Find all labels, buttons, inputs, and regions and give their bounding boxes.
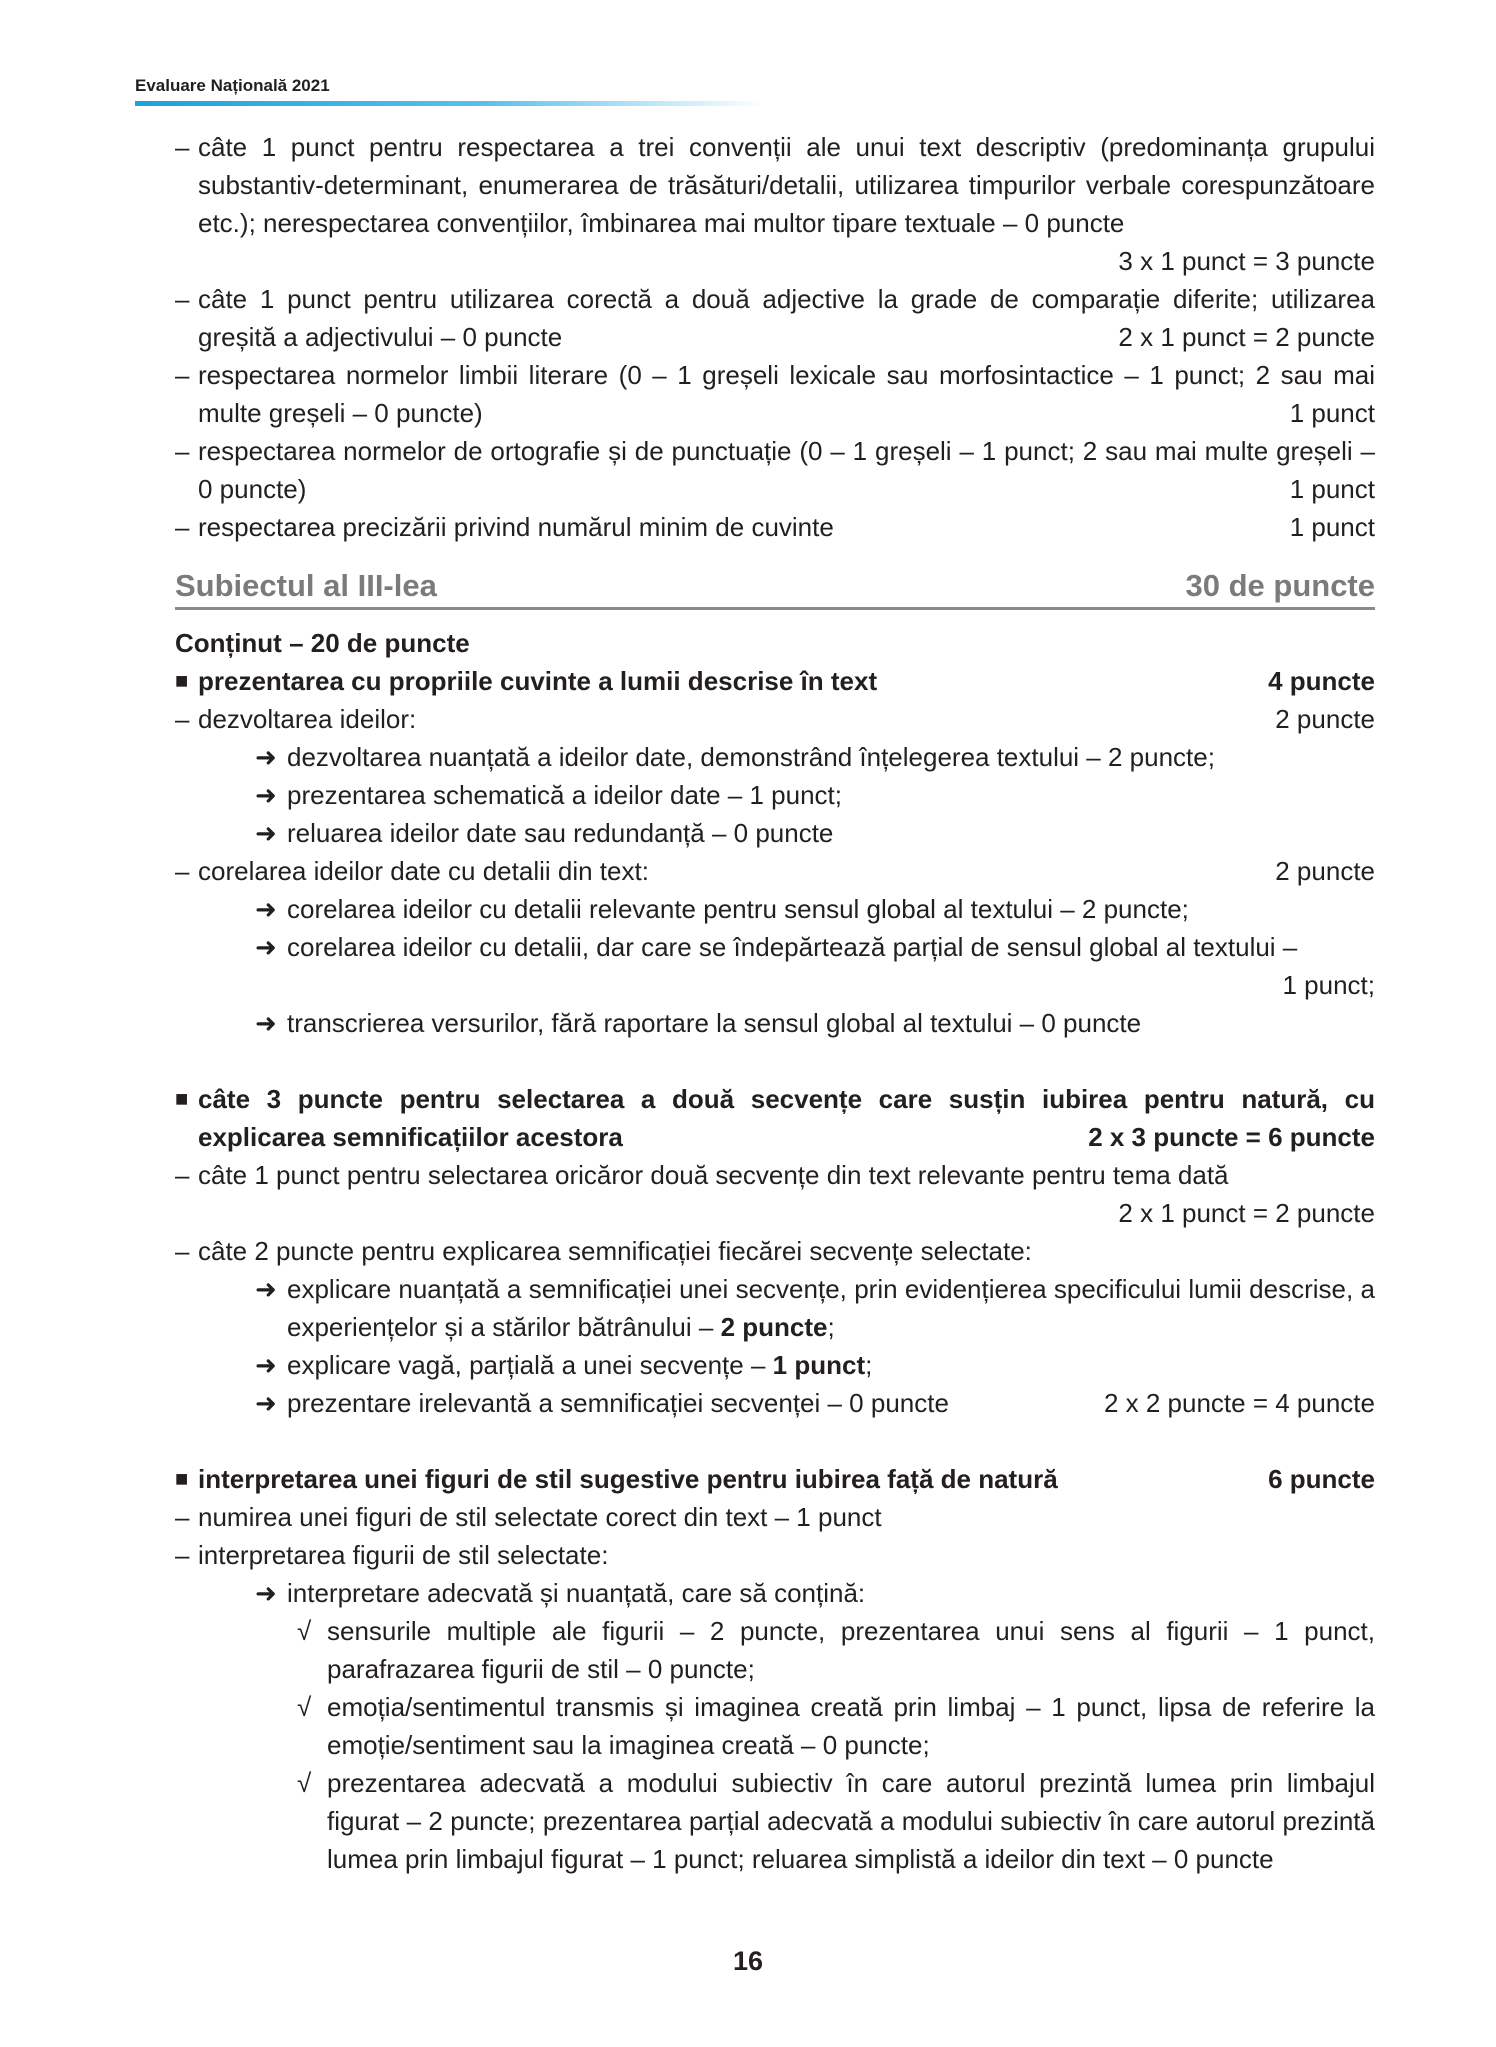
- arrow-icon: ➜: [255, 1388, 277, 1418]
- criterion-title: câte 3 puncte pentru selectarea a două secvențe care susțin iubirea pentru natură, cu explicarea semnificațiilor acestora: [198, 1084, 1375, 1152]
- check-item: [175, 1764, 1375, 1878]
- level-text: transcrierea versurilor, fără raportare la sensul global al textului – 0 puncte: [287, 1008, 1142, 1038]
- subcriterion-points: 2 x 1 punct = 2 puncte: [1118, 1198, 1375, 1228]
- criterion-title: interpretarea unei figuri de stil sugestive pentru iubirea față de natură: [198, 1464, 1058, 1494]
- level-text: interpretare adecvată și nuanțată, care să conțină:: [287, 1578, 866, 1608]
- check-text: prezentarea adecvată a modului subiectiv în care autorul prezintă lumea prin limbajul figurat – 2 puncte; prezentarea parțial adecvată a modului subiectiv în care autorul prezintă lumea prin limbajul figurat – 1 punct; reluarea simplistă a ideilor din text – 0 puncte: [327, 1768, 1375, 1874]
- subcriterion-points: 2 puncte: [1275, 856, 1375, 886]
- arrow-icon: ➜: [255, 818, 277, 848]
- subcriterion-points: 2 puncte: [1275, 704, 1375, 734]
- subcriterion-text: interpretarea figurii de stil selectate:: [198, 1540, 609, 1570]
- arrow-icon: ➜: [255, 1350, 277, 1380]
- level-item: [175, 1574, 1375, 1612]
- section-heading: [175, 566, 1375, 610]
- subcriterion-interpretation: [175, 1536, 1375, 1574]
- dash-marker: –: [175, 512, 190, 542]
- subcriterion-naming: [175, 1498, 1375, 1536]
- subcriterion-selection: [175, 1156, 1375, 1194]
- level-item: [175, 1004, 1375, 1042]
- page-number: 16: [732, 1946, 764, 1976]
- level-text: prezentare irelevantă a semnificației secvenței – 0 puncte: [287, 1388, 949, 1418]
- level-points: 1 punct;: [1282, 970, 1375, 1000]
- square-bullet-icon: ■: [175, 1466, 189, 1491]
- level-item: [175, 928, 1375, 966]
- dash-marker: –: [175, 360, 190, 390]
- arrow-icon: ➜: [255, 742, 277, 772]
- criterion-text: respectarea normelor limbii literare (0 – 1 greșeli lexicale sau morfosintactice – 1 punct; 2 sau mai multe greșeli – 0 puncte): [198, 360, 1375, 428]
- criterion-world-presentation: [175, 662, 1375, 700]
- criterion-adjectives: [175, 280, 1375, 356]
- criterion-word-count: [175, 508, 1375, 546]
- criterion-text: câte 1 punct pentru respectarea a trei convenții ale unui text descriptiv (predominanța grupului substantiv-determinant, enumerarea de trăsături/detalii, utilizarea timpurilor verbale corespunzătoare etc.); nerespectarea convențiilor, îmbinarea mai multor tipare textuale – 0 puncte: [198, 132, 1375, 238]
- criterion-text: câte 1 punct pentru utilizarea corectă a două adjective la grade de comparație diferite; utilizarea greșită a adjectivului – 0 puncte: [198, 284, 1375, 352]
- level-item: [175, 1270, 1375, 1346]
- content-heading: Conținut – 20 de puncte: [175, 628, 470, 658]
- criterion-score: 2 x 1 punct = 2 puncte: [1118, 322, 1375, 352]
- dash-marker: –: [175, 856, 190, 886]
- criterion-figure-of-speech: [175, 1460, 1375, 1498]
- header-gradient-rule: [135, 101, 765, 106]
- subcriterion-text-details: [175, 852, 1375, 890]
- criterion-score: 1 punct: [1289, 512, 1375, 542]
- subcriterion-text: câte 2 puncte pentru explicarea semnificației fiecărei secvențe selectate:: [198, 1236, 1032, 1266]
- level-bold-points: 1 punct: [772, 1350, 866, 1380]
- subcriterion-text: corelarea ideilor date cu detalii din text:: [198, 856, 649, 886]
- criterion-sequences: [175, 1080, 1375, 1156]
- spacer: [175, 1042, 1375, 1080]
- level-text: explicare vagă, parțială a unei secvențe –: [287, 1350, 766, 1380]
- dash-marker: –: [175, 436, 190, 466]
- square-bullet-icon: ■: [175, 668, 189, 693]
- subcriterion-points: 2 x 2 puncte = 4 puncte: [1103, 1388, 1375, 1418]
- dash-marker: –: [175, 1502, 190, 1532]
- level-item: [175, 738, 1375, 776]
- arrow-icon: ➜: [255, 932, 277, 962]
- dash-marker: –: [175, 1540, 190, 1570]
- punctuation: ;: [827, 1312, 835, 1342]
- criterion-text: respectarea precizării privind numărul minim de cuvinte: [198, 512, 834, 542]
- criterion-score: 3 x 1 punct = 3 puncte: [1118, 246, 1375, 276]
- check-icon: √: [297, 1616, 312, 1646]
- criterion-text: respectarea normelor de ortografie și de punctuație (0 – 1 greșeli – 1 punct; 2 sau mai multe greșeli – 0 puncte): [198, 436, 1375, 504]
- dash-marker: –: [175, 1236, 190, 1266]
- level-item: [175, 1346, 1375, 1384]
- punctuation: ;: [865, 1350, 873, 1380]
- section-points: 30 de puncte: [1185, 568, 1375, 603]
- level-item: [175, 1384, 1375, 1422]
- level-text: corelarea ideilor cu detalii, dar care se îndepărtează parțial de sensul global al textului –: [287, 932, 1298, 962]
- criterion-title: prezentarea cu propriile cuvinte a lumii descrise în text: [198, 666, 878, 696]
- check-text: emoția/sentimentul transmis și imaginea creată prin limbaj – 1 punct, lipsa de referire la emoție/sentiment sau la imaginea creată – 0 puncte;: [327, 1692, 1375, 1760]
- header-title: Evaluare Națională 2021: [135, 76, 330, 95]
- level-item: [175, 776, 1375, 814]
- check-icon: √: [297, 1692, 312, 1722]
- criterion-literary-norms: [175, 356, 1375, 432]
- section-title: Subiectul al III-lea: [175, 568, 437, 603]
- square-bullet-icon: ■: [175, 1086, 189, 1111]
- level-item: [175, 890, 1375, 928]
- level-bold-points: 2 puncte: [720, 1312, 828, 1342]
- criterion-points: 2 x 3 puncte = 6 puncte: [1088, 1122, 1375, 1152]
- dash-marker: –: [175, 284, 190, 314]
- criterion-score: 1 punct: [1289, 474, 1375, 504]
- level-text: explicare nuanțată a semnificației unei secvențe, prin evidențierea specificului lumii descrise, a experiențelor și a stărilor bătrânului –: [287, 1274, 1375, 1342]
- level-text: reluarea ideilor date sau redundanță – 0 puncte: [287, 818, 834, 848]
- dash-marker: –: [175, 704, 190, 734]
- dash-marker: –: [175, 132, 190, 162]
- arrow-icon: ➜: [255, 1578, 277, 1608]
- level-item: [175, 814, 1375, 852]
- spacer: [175, 1422, 1375, 1460]
- criterion-points: 6 puncte: [1268, 1464, 1375, 1494]
- level-text: dezvoltarea nuanțată a ideilor date, demonstrând înțelegerea textului – 2 puncte;: [287, 742, 1215, 772]
- dash-marker: –: [175, 1160, 190, 1190]
- page-content: [175, 128, 1375, 1878]
- arrow-icon: ➜: [255, 1274, 277, 1304]
- level-text: corelarea ideilor cu detalii relevante pentru sensul global al textului – 2 puncte;: [287, 894, 1189, 924]
- arrow-icon: ➜: [255, 780, 277, 810]
- subcriterion-ideas-development: [175, 700, 1375, 738]
- check-item: [175, 1688, 1375, 1764]
- criterion-orthography: [175, 432, 1375, 508]
- check-item: [175, 1612, 1375, 1688]
- subcriterion-text: numirea unei figuri de stil selectate corect din text – 1 punct: [198, 1502, 882, 1532]
- criterion-points: 4 puncte: [1268, 666, 1375, 696]
- arrow-icon: ➜: [255, 894, 277, 924]
- criterion-score: 1 punct: [1289, 398, 1375, 428]
- arrow-icon: ➜: [255, 1008, 277, 1038]
- level-text: prezentarea schematică a ideilor date – 1 punct;: [287, 780, 843, 810]
- subcriterion-text: dezvoltarea ideilor:: [198, 704, 417, 734]
- check-text: sensurile multiple ale figurii – 2 puncte, prezentarea unui sens al figurii – 1 punct, parafrazarea figurii de stil – 0 puncte;: [327, 1616, 1375, 1684]
- check-icon: √: [297, 1768, 312, 1798]
- subcriterion-explanation: [175, 1232, 1375, 1270]
- criterion-descriptive-conventions: [175, 128, 1375, 242]
- subcriterion-text: câte 1 punct pentru selectarea oricăror două secvențe din text relevante pentru tema dată: [198, 1160, 1229, 1190]
